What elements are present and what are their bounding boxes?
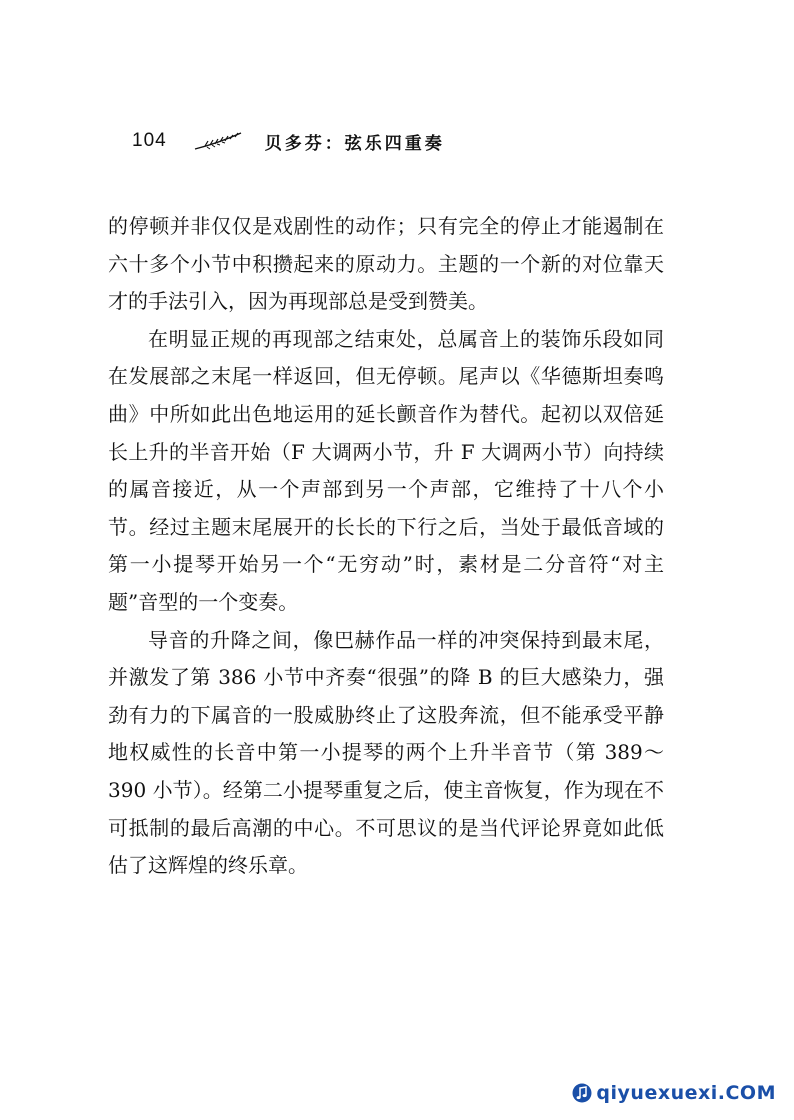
quill-ornament-icon xyxy=(193,130,243,152)
watermark-text: qiyuexuexi.COM xyxy=(596,1082,776,1104)
page-number: 104 xyxy=(132,130,167,151)
music-note-icon xyxy=(572,1083,592,1103)
paragraph-leading-tone: 导音的升降之间，像巴赫作品一样的冲突保持到最末尾，并激发了第 386 小节中齐奏“很强”的降 B 的巨大感染力，强劲有力的下属音的一股威胁终止了这股奔流，但不能承受平静地权威性的长音中第一小提琴的两个上升半音节（第 389～390 小节）。经第二小提琴重复之后，使主音恢复，作为现在不可抵制的最后高潮的中心。不可思议的是当代评论界竟如此低估了这辉煌的终乐章。 xyxy=(108,627,664,878)
book-title: 贝多芬：弦乐四重奏 xyxy=(264,133,445,154)
running-header xyxy=(132,126,445,156)
site-watermark xyxy=(572,1082,776,1104)
paragraph-recapitulation: 在明显正规的再现部之结束处，总属音上的装饰乐段如同在发展部之末尾一样返回，但无停顿。尾声以《华德斯坦奏鸣曲》中所如此出色地运用的延长颤音作为替代。起初以双倍延长上升的半音开始（F 大调两小节，升 F 大调两小节）向持续的属音接近，从一个声部到另一个声部，它维持了十八个小节。经过主题末尾展开的长长的下行之后，当处于最低音域的第一小提琴开始另一个“无穷动”时，素材是二分音符“对主题”音型的一个变奏。 xyxy=(108,326,664,614)
body-text xyxy=(108,208,664,885)
paragraph-continued: 的停顿并非仅仅是戏剧性的动作；只有完全的停止才能遏制在六十多个小节中积攒起来的原动力。主题的一个新的对位靠天才的手法引入，因为再现部总是受到赞美。 xyxy=(108,214,664,314)
